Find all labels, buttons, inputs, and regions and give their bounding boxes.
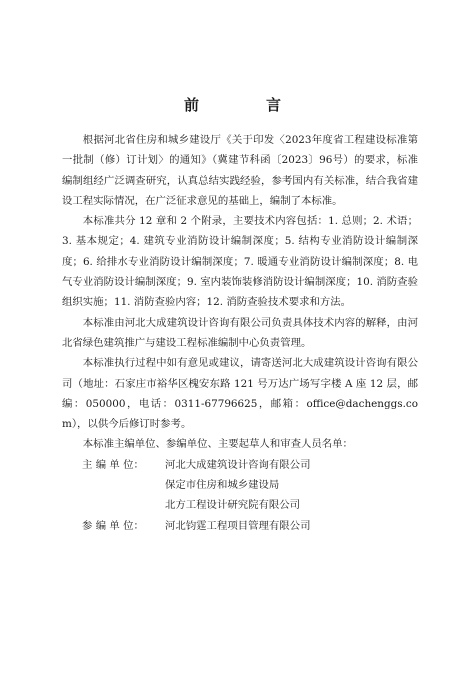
unit-name: 北方工程设计研究院有限公司 [165, 499, 301, 512]
unit-row [62, 495, 418, 515]
preface-paragraph-5: 本标准主编单位、参编单位、主要起草人和审查人员名单： [82, 438, 353, 451]
preface-body [62, 130, 418, 536]
unit-name: 保定市住房和城乡建设局 [165, 479, 280, 492]
preface-paragraph-1: 根据河北省住房和城乡建设厅《关于印发〈2023年度省工程建设标准第一批制（修）订计划〉的通知》（冀建节科函〔2023〕96号）的要求，标准编制组经广泛调查研究，认真总结实践经验，参考国内有关标准，结合我省建设工程实际情况，在广泛征求意见的基础上，编制了本标准。 [62, 134, 418, 207]
preface-paragraph-4: 本标准执行过程中如有意见或建议，请寄送河北大成建筑设计咨询有限公司（地址：石家庄市裕华区槐安东路 121 号万达广场写字楼 A 座 12 层，邮编：050000，电话：0311-67796625，邮箱：office@dachenggs.com），以供今后修订时参考。 [62, 357, 418, 431]
preface-paragraph-2: 本标准共分 12 章和 2 个附录，主要技术内容包括：1. 总则；2. 术语；3. 基本规定；4. 建筑专业消防设计编制深度；5. 结构专业消防设计编制深度；6. 给排水专业消防设计编制深度；7. 暖通专业消防设计编制深度；8. 电气专业消防设计编制深度；9. 室内装饰装修消防设计编制深度；10. 消防查验组织实施；11. 消防查验内容；12. 消防查验技术要求和方法。 [62, 215, 418, 309]
unit-role-label: 主 编 单 位： [82, 458, 144, 471]
unit-row [62, 455, 418, 475]
unit-row [62, 516, 418, 536]
preface-paragraph-3: 本标准由河北大成建筑设计咨询有限公司负责具体技术内容的解释，由河北省绿色建筑推广与建设工程标准编制中心负责管理。 [62, 316, 418, 349]
unit-list [62, 455, 418, 536]
unit-role-label: 参 编 单 位： [82, 519, 144, 532]
unit-name: 河北大成建筑设计咨询有限公司 [165, 458, 311, 471]
unit-row [62, 475, 418, 495]
unit-name: 河北钧霆工程项目管理有限公司 [165, 519, 311, 532]
page-title: 前 言 [183, 96, 307, 114]
